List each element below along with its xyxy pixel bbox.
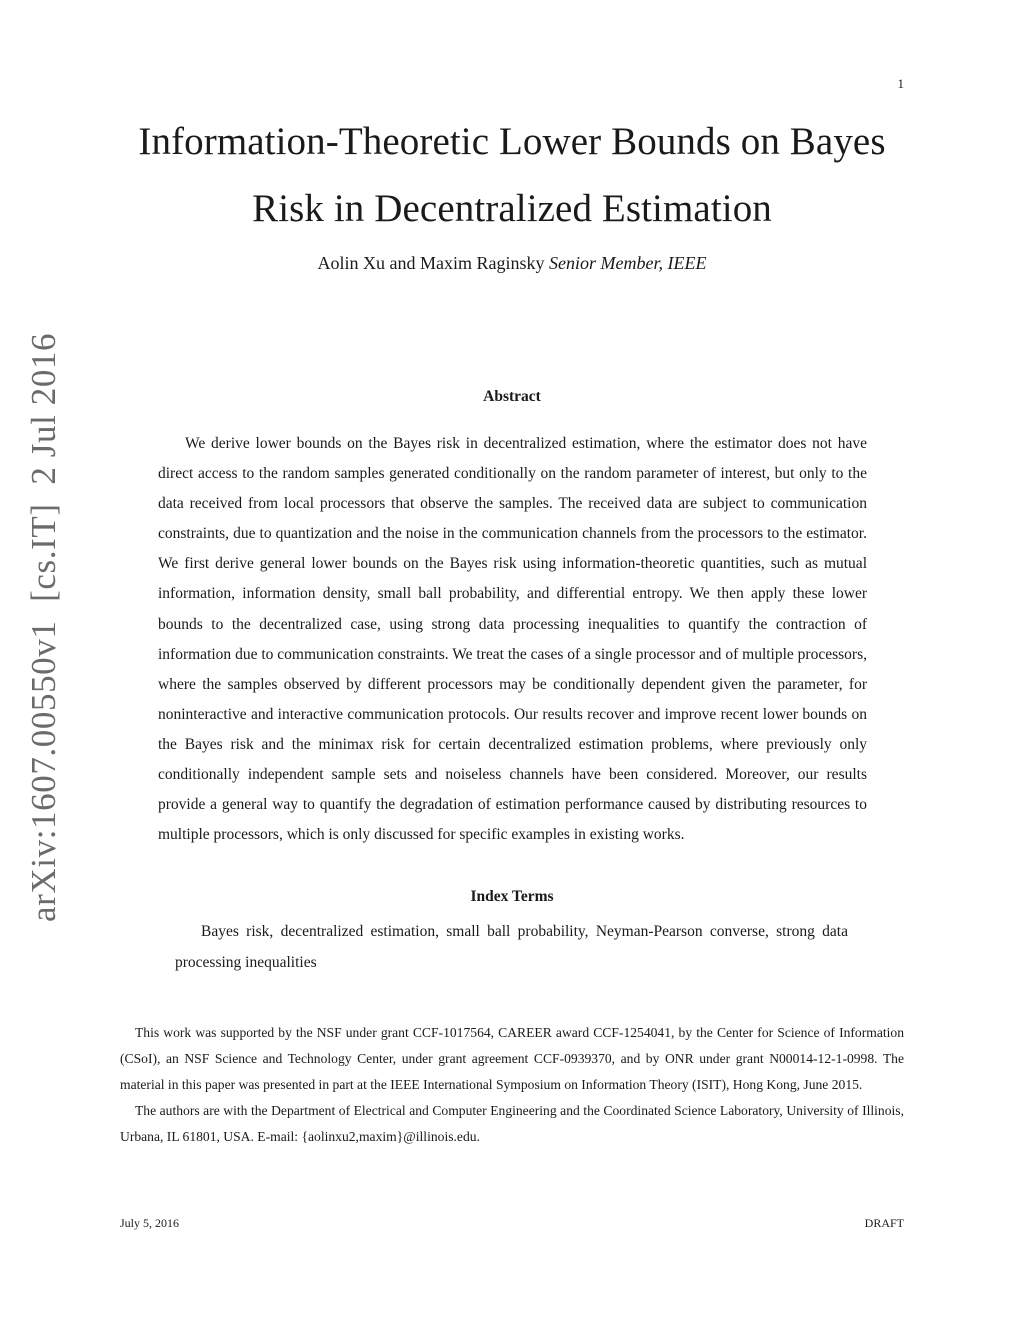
affiliation-footnote: The authors are with the Department of Electrical and Computer Engineering and the Coordinated Science Laboratory, University of Illinois, Urbana, IL 61801, USA. E-mail: {aolinxu2,maxim}@illinois.edu.	[120, 1103, 904, 1144]
footer-draft-label: DRAFT	[864, 1216, 904, 1230]
paper-title-line-2: Risk in Decentralized Estimation	[252, 187, 772, 230]
author-line	[0, 253, 1024, 274]
page-number: 1	[897, 76, 904, 91]
funding-footnote: This work was supported by the NSF under grant CCF-1017564, CAREER award CCF-1254041, by the Center for Science of Information (CSoI), an NSF Science and Technology Center, under grant agreement CCF-0939370, and by ONR under grant N00014-12-1-0998. The material in this paper was presented in part at the IEEE International Symposium on Information Theory (ISIT), Hong Kong, June 2015.	[120, 1025, 904, 1092]
paper-title-line-1: Information-Theoretic Lower Bounds on Bayes	[138, 120, 886, 163]
author-names: Aolin Xu and Maxim Raginsky	[317, 253, 545, 273]
index-terms-heading: Index Terms	[470, 888, 554, 905]
index-terms-text: Bayes risk, decentralized estimation, small ball probability, Neyman-Pearson converse, strong data processing inequalities	[175, 923, 848, 971]
arxiv-identifier-stamp: arXiv:1607.00550v1 [cs.IT] 2 Jul 2016	[24, 332, 63, 922]
author-affiliation: Senior Member, IEEE	[549, 253, 707, 273]
abstract-text: We derive lower bounds on the Bayes risk in decentralized estimation, where the estimator does not have direct access to the random samples generated conditionally on the random parameter of interest, but only to the data received from local processors that observe the samples. The received data are subject to communication constraints, due to quantization and the noise in the communication channels from the processors to the estimator. We first derive general lower bounds on the Bayes risk using information-theoretic quantities, such as mutual information, information density, small ball probability, and differential entropy. We then apply these lower bounds to the decentralized case, using strong data processing inequalities to quantify the contraction of information due to communication constraints. We treat the cases of a single processor and of multiple processors, where the samples observed by different processors may be conditionally dependent given the parameter, for noninteractive and interactive communication protocols. Our results recover and improve recent lower bounds on the Bayes risk and the minimax risk for certain decentralized estimation problems, where previously only conditionally independent sample sets and noiseless channels have been considered. Moreover, our results provide a general way to quantify the degradation of estimation performance caused by distributing resources to multiple processors, which is only discussed for specific examples in existing works.	[158, 435, 867, 844]
paper-title	[0, 108, 1024, 242]
footnotes	[120, 1020, 904, 1150]
abstract-heading: Abstract	[483, 388, 541, 405]
footer-date: July 5, 2016	[120, 1216, 180, 1230]
